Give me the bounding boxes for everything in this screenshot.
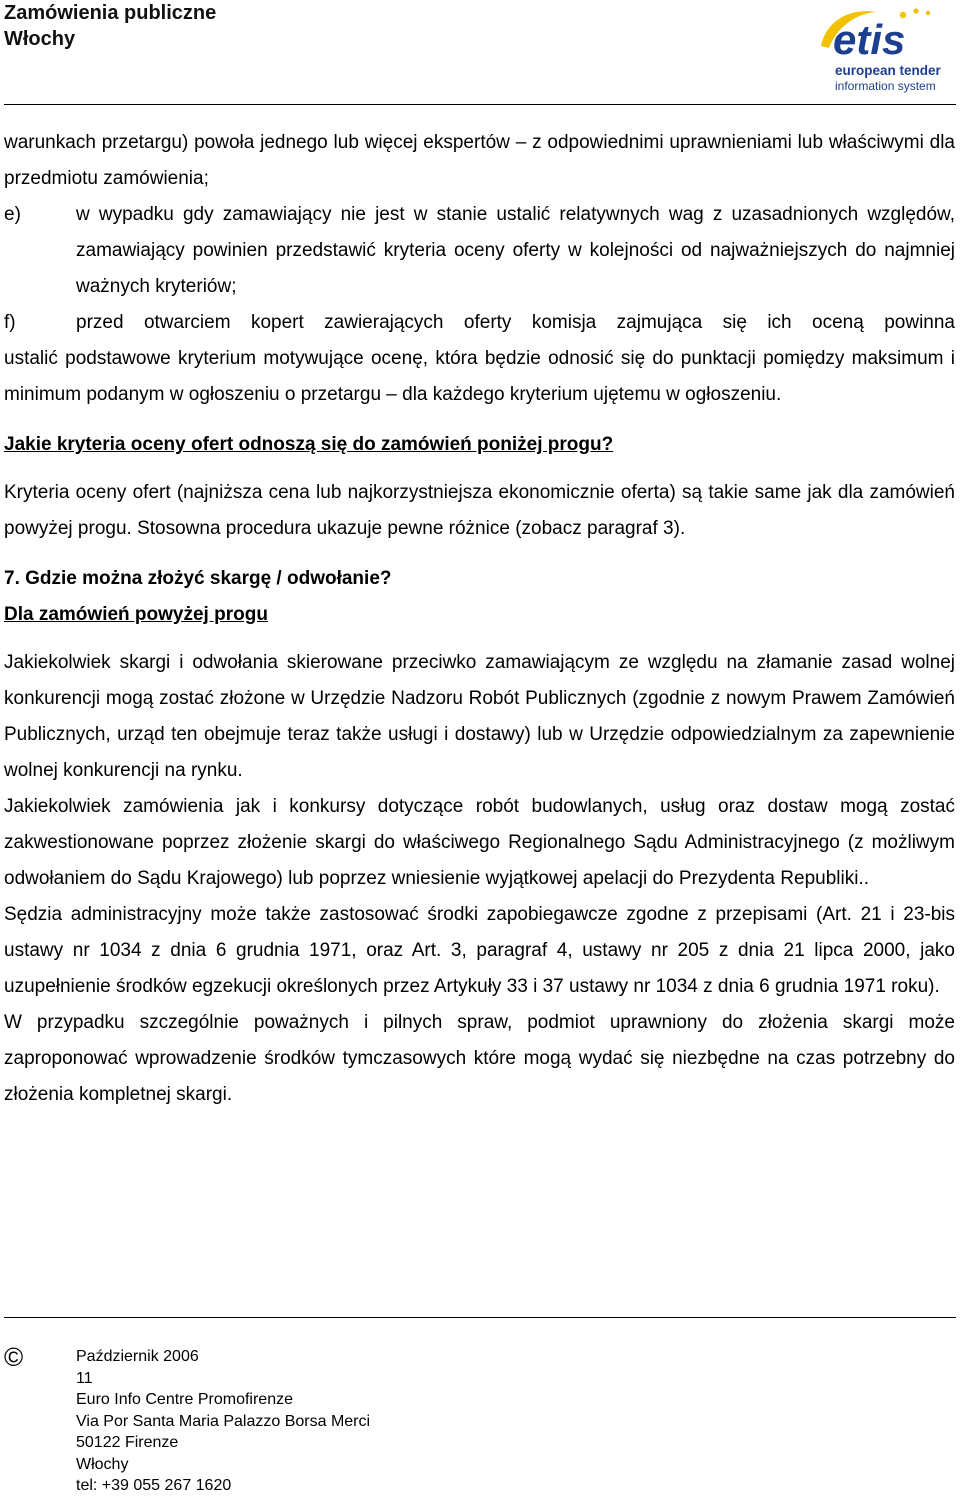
question-answer: Kryteria oceny ofert (najniższa cena lub najkorzystniejsza ekonomicznie oferta) są takie same jak dla zamówień powyżej progu. Stosowna procedura ukazuje pewne różnice (zobacz paragraf 3). — [4, 482, 955, 539]
etis-logo — [815, 4, 960, 96]
title-line-2: Włochy — [4, 28, 76, 50]
copyright-icon: © — [4, 1342, 24, 1372]
paragraph-judge: Sędzia administracyjny może także zastosować środki zapobiegawcze zgodne z przepisami (Art. 21 i 23-bis ustawy nr 1034 z dnia 6 grudnia 1971, oraz Art. 3, paragraf 4, ustawy nr 205 z dnia 21 lipca 2000, jako uzupełnienie środków egzekucji określonych przez Artykuły 33 i 37 ustawy nr 1034 z dnia 6 grudnia 1971 roku). — [4, 904, 955, 997]
footer-phone: tel: +39 055 267 1620 — [76, 1477, 232, 1494]
logo-star-3 — [926, 11, 930, 15]
footer-address: Via Por Santa Maria Palazzo Borsa Merci — [76, 1412, 371, 1430]
list-text-e: w wypadku gdy zamawiający nie jest w stanie ustalić relatywnych wag z uzasadnionych względów, zamawiający powinien przedstawić kryteria oceny oferty w kolejności od najważniejszych do najmniej ważnych kryteriów; — [76, 204, 955, 297]
question-heading: Jakie kryteria oceny ofert odnoszą się do zamówień poniżej progu? — [4, 434, 614, 455]
document-title — [4, 0, 216, 52]
footer-page-number: 11 — [76, 1369, 93, 1387]
logo-line-2: information system — [835, 79, 936, 93]
section-heading: 7. Gdzie można złożyć skargę / odwołanie? — [4, 568, 392, 589]
page-footer — [4, 1342, 371, 1497]
footer-postal: 50122 Firenze — [76, 1434, 179, 1451]
list-text-f-continued: ustalić podstawowe kryterium motywujące ocenę, która będzie odnosić się do punktacji pomiędzy maksimum i minimum podanym w ogłoszeniu o przetargu – dla każdego kryterium ujętemu w ogłoszeniu. — [4, 348, 955, 405]
footer-country: Włochy — [76, 1455, 129, 1473]
logo-wordmark: etis — [833, 16, 906, 63]
list-marker-f: f) — [4, 312, 16, 333]
paragraph-continuation: warunkach przetargu) powoła jednego lub więcej ekspertów – z odpowiednimi uprawnieniami lub właściwymi dla przedmiotu zamówienia; — [4, 132, 955, 189]
subsection-heading: Dla zamówień powyżej progu — [4, 604, 268, 625]
footer-divider — [4, 1317, 956, 1318]
list-item-f — [4, 305, 955, 341]
paragraph-contracts: Jakiekolwiek zamówienia jak i konkursy dotyczące robót budowlanych, usług oraz dostaw mogą zostać zakwestionowane poprzez złożenie skargi do właściwego Regionalnego Sądu Administracyjnego (z możliwym odwołaniem do Sądu Krajowego) lub poprzez wniesienie wyjątkowej apelacji do Prezydenta Republiki.. — [4, 796, 955, 889]
document-body — [4, 125, 955, 1113]
footer-organization: Euro Info Centre Promofirenze — [76, 1391, 293, 1408]
header-divider — [4, 104, 956, 105]
title-line-1: Zamówienia publiczne — [4, 2, 217, 24]
list-text-f: przed otwarciem kopert zawierających oferty komisja zajmująca się ich oceną powinna — [76, 312, 955, 333]
paragraph-urgent: W przypadku szczególnie poważnych i pilnych spraw, podmiot uprawniony do złożenia skargi może zaproponować wprowadzenie środków tymczasowych które mogą wydać się niezbędne na czas potrzebny do złożenia kompletnej skargi. — [4, 1012, 955, 1105]
list-item-e — [4, 197, 955, 305]
list-marker-e: e) — [4, 204, 21, 225]
logo-star-2 — [913, 8, 918, 13]
logo-line-1: european tender — [835, 63, 941, 78]
paragraph-complaints: Jakiekolwiek skargi i odwołania skierowane przeciwko zamawiającym ze względu na złamanie zasad wolnej konkurencji mogą zostać złożone w Urzędzie Nadzoru Robót Publicznych (zgodnie z nowym Prawem Zamówień Publicznych, urząd ten obejmuje teraz także usługi i dostawy) lub w Urzędzie odpowiedzialnym za zapewnienie wolnej konkurencji na rynku. — [4, 652, 955, 781]
footer-date: Październik 2006 — [76, 1348, 199, 1365]
